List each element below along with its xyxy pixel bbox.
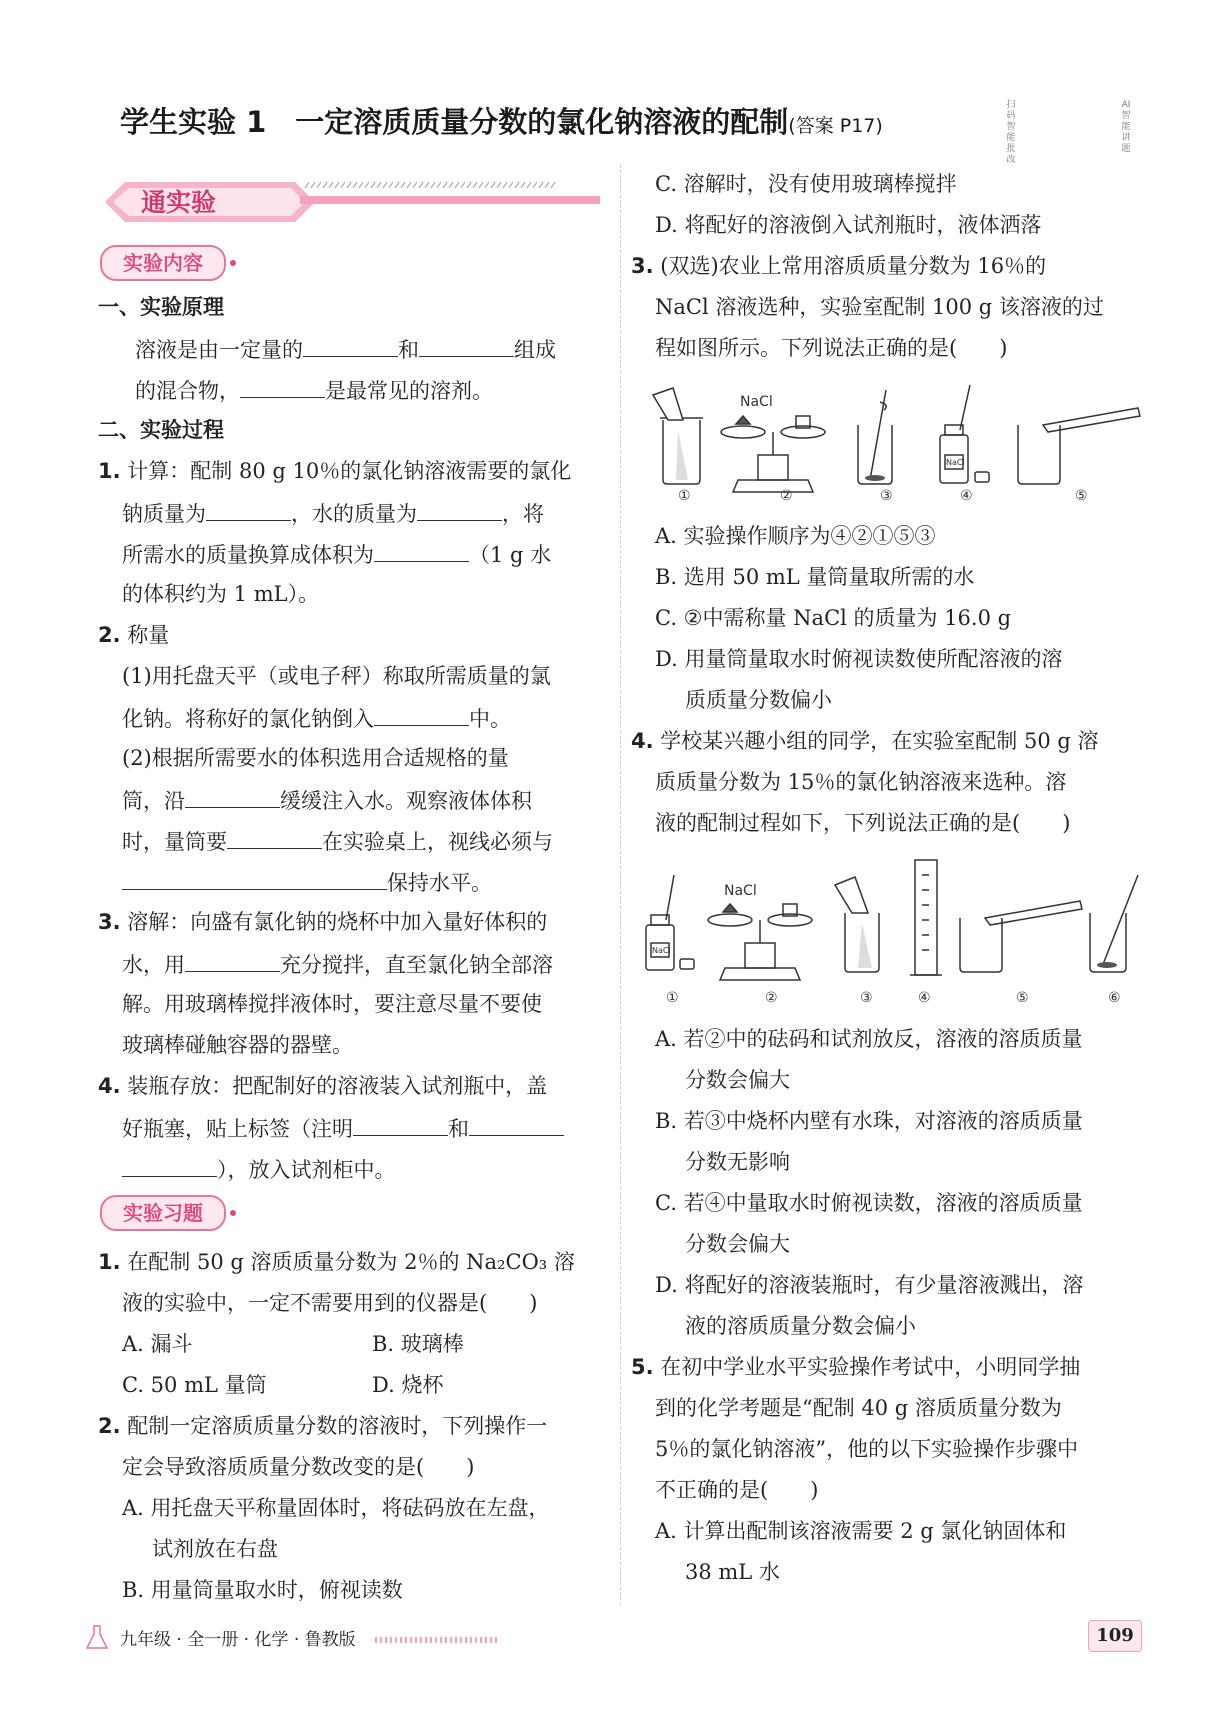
blank[interactable]	[303, 334, 398, 357]
q4-line-2: 质质量分数为 15％的氯化钠溶液来选种。溶	[655, 770, 1067, 794]
q5-option-a[interactable]: A. 计算出配制该溶液需要 2 g 氯化钠固体和	[655, 1519, 1067, 1543]
pouring-cylinder-icon	[1018, 408, 1140, 484]
fig1-label-1: ①	[678, 488, 691, 504]
step-2-line-1: (1)用托盘天平（或电子秤）称取所需质量的氯	[122, 664, 551, 688]
q3-option-a[interactable]: A. 实验操作顺序为④②①⑤③	[655, 524, 936, 548]
blank[interactable]	[185, 949, 280, 972]
principle-line-2: 的混合物， 是最常见的溶剂。	[135, 375, 493, 405]
step-4-line-1: 4. 装瓶存放：把配制好的溶液装入试剂瓶中，盖	[98, 1074, 548, 1098]
q3-option-d-cont: 质质量分数偏小	[685, 688, 832, 712]
blank[interactable]	[185, 785, 280, 808]
ai-side-label: AI智能讲题	[1121, 100, 1131, 154]
q2-option-b[interactable]: B. 用量筒量取水时，俯视读数	[122, 1578, 403, 1602]
q1-option-d[interactable]: D. 烧杯	[372, 1373, 444, 1397]
step-2-line-2: 化钠。将称好的氯化钠倒入 中。	[122, 703, 511, 733]
q4-line-1: 4. 学校某兴趣小组的同学，在实验室配制 50 g 溶	[631, 729, 1099, 753]
q2-line-1: 2. 配制一定溶质质量分数的溶液时，下列操作一	[98, 1414, 548, 1438]
fig1-label-5: ⑤	[1075, 488, 1088, 504]
q3-option-d[interactable]: D. 用量筒量取水时俯视读数使所配溶液的溶	[655, 647, 1063, 671]
q4-option-a[interactable]: A. 若②中的砝码和试剂放反，溶液的溶质质量	[655, 1027, 1083, 1051]
tag-dot	[230, 260, 236, 266]
experiment-figure-2	[640, 855, 1150, 1005]
q4-option-c-cont: 分数会偏大	[685, 1232, 790, 1256]
figure-2-jar-label: NaCl	[652, 946, 671, 955]
heading-principle: 一、实验原理	[98, 295, 224, 319]
blank[interactable]	[227, 826, 322, 849]
section-banner	[105, 180, 605, 224]
blank[interactable]	[374, 703, 469, 726]
q4-option-d[interactable]: D. 将配好的溶液装瓶时，有少量溶液溅出，溶	[655, 1273, 1084, 1297]
q3-line-3: 程如图所示。下列说法正确的是( )	[655, 336, 1008, 360]
step-4-line-2: 好瓶塞，贴上标签（注明 和	[122, 1113, 564, 1143]
page-number: 109	[1088, 1620, 1142, 1652]
blank[interactable]	[122, 867, 387, 890]
beaker-icon	[653, 388, 703, 484]
q3-line-2: NaCl 溶液选种，实验室配制 100 g 该溶液的过	[655, 295, 1104, 319]
q1-line-2: 液的实验中，一定不需要用到的仪器是( )	[122, 1291, 538, 1315]
stirring-beaker-icon	[1090, 875, 1138, 972]
reagent-jar-icon	[646, 875, 694, 970]
step-3-line-3: 解。用玻璃棒搅拌液体时，要注意尽量不要使	[122, 992, 542, 1016]
q4-option-c[interactable]: C. 若④中量取水时俯视读数，溶液的溶质质量	[655, 1191, 1083, 1215]
blank[interactable]	[122, 1154, 217, 1177]
step-3-line-4: 玻璃棒碰触容器的器壁。	[122, 1033, 353, 1057]
fig2-label-6: ⑥	[1108, 990, 1121, 1006]
stirring-beaker-icon	[858, 390, 892, 484]
q2-option-d[interactable]: D. 将配好的溶液倒入试剂瓶时，液体洒落	[655, 213, 1042, 237]
q5-line-3: 5％的氯化钠溶液”，他的以下实验操作步骤中	[655, 1437, 1079, 1461]
step-2-line-3: (2)根据所需要水的体积选用合适规格的量	[122, 746, 509, 770]
q1-option-a[interactable]: A. 漏斗	[122, 1332, 193, 1356]
graduated-cylinder-icon	[910, 860, 942, 975]
fig1-label-2: ②	[780, 488, 793, 504]
column-divider	[620, 165, 621, 1605]
tag-dot	[230, 1210, 236, 1216]
q4-option-d-cont: 液的溶质质量分数会偏小	[685, 1314, 916, 1338]
step-3-line-1: 3. 溶解：向盛有氯化钠的烧杯中加入量好体积的	[98, 910, 548, 934]
q4-option-b[interactable]: B. 若③中烧杯内壁有水珠，对溶液的溶质质量	[655, 1109, 1083, 1133]
page-title	[120, 100, 883, 141]
footer-flask-icon	[84, 1622, 114, 1652]
blank[interactable]	[374, 539, 469, 562]
fig2-label-1: ①	[666, 990, 679, 1006]
footer-book-info: 九年级 · 全一册 · 化学 · 鲁教版	[120, 1630, 356, 1650]
pouring-cylinder-icon	[960, 901, 1082, 972]
experiment-figure-1	[648, 380, 1148, 510]
step-1-line-4: 的体积约为 1 mL）。	[122, 582, 320, 606]
blank[interactable]	[417, 498, 502, 521]
balance-icon	[708, 904, 812, 980]
q3-option-b[interactable]: B. 选用 50 mL 量筒量取所需的水	[655, 565, 975, 589]
step-1-line-1: 1. 计算：配制 80 g 10％的氯化钠溶液需要的氯化	[98, 459, 572, 483]
q2-option-a[interactable]: A. 用托盘天平称量固体时，将砝码放在左盘，	[122, 1496, 550, 1520]
q1-option-b[interactable]: B. 玻璃棒	[372, 1332, 464, 1356]
title-text: 学生实验 1 一定溶质质量分数的氯化钠溶液的配制	[120, 105, 789, 139]
blank[interactable]	[419, 334, 514, 357]
q3-line-1: 3. (双选)农业上常用溶质质量分数为 16％的	[631, 254, 1047, 278]
figure-2-nacl-label: NaCl	[724, 883, 757, 899]
figure-1-nacl-label: NaCl	[740, 394, 773, 410]
beaker-icon	[835, 877, 879, 972]
q5-line-4: 不正确的是( )	[655, 1478, 819, 1502]
heading-process: 二、实验过程	[98, 418, 224, 442]
reagent-jar-icon	[940, 385, 989, 483]
step-4-line-3: ），放入试剂柜中。	[122, 1154, 396, 1184]
tag-experiment-content: 实验内容	[100, 245, 226, 281]
step-1-line-2: 钠质量为 ，水的质量为 ，将	[122, 498, 544, 528]
q5-line-2: 到的化学考题是“配制 40 g 溶质质量分数为	[655, 1396, 1062, 1420]
q2-line-2: 定会导致溶质质量分数改变的是( )	[122, 1455, 475, 1479]
step-2-line-6: 保持水平。	[122, 867, 492, 897]
banner-text: 通实验	[141, 188, 217, 217]
tag-experiment-exercises: 实验习题	[100, 1195, 226, 1231]
blank[interactable]	[240, 375, 325, 398]
fig2-label-2: ②	[765, 990, 778, 1006]
step-1-line-3: 所需水的质量换算成体积为 （1 g 水	[122, 539, 551, 569]
step-2-line-5: 时，量筒要 在实验桌上，视线必须与	[122, 826, 553, 856]
fig2-label-3: ③	[860, 990, 873, 1006]
fig1-label-3: ③	[880, 488, 893, 504]
blank[interactable]	[206, 498, 291, 521]
q1-option-c[interactable]: C. 50 mL 量筒	[122, 1373, 267, 1397]
q4-line-3: 液的配制过程如下，下列说法正确的是( )	[655, 811, 1071, 835]
step-2-line-4: 筒，沿 缓缓注入水。观察液体体积	[122, 785, 532, 815]
step-2-title: 2. 称量	[98, 623, 170, 647]
q5-option-a-cont: 38 mL 水	[685, 1560, 780, 1584]
balance-icon	[721, 416, 825, 492]
q5-line-1: 5. 在初中学业水平实验操作考试中，小明同学抽	[631, 1355, 1081, 1379]
fig2-label-5: ⑤	[1016, 990, 1029, 1006]
q2-option-a-cont: 试剂放在右盘	[152, 1537, 278, 1561]
fig1-label-4: ④	[960, 488, 973, 504]
figure-1-jar-label: NaCl	[946, 458, 965, 467]
blank[interactable]	[353, 1113, 448, 1136]
answer-reference: (答案 P17)	[788, 115, 883, 137]
q4-option-b-cont: 分数无影响	[685, 1150, 790, 1174]
step-3-line-2: 水，用 充分搅拌，直至氯化钠全部溶	[122, 949, 553, 979]
principle-line-1: 溶液是由一定量的 和 组成	[135, 334, 556, 364]
q4-option-a-cont: 分数会偏大	[685, 1068, 790, 1092]
q3-option-c[interactable]: C. ②中需称量 NaCl 的质量为 16.0 g	[655, 606, 1012, 630]
q2-option-c[interactable]: C. 溶解时，没有使用玻璃棒搅拌	[655, 172, 957, 196]
qr-side-label: 扫码智能批改	[1006, 100, 1016, 165]
blank[interactable]	[469, 1113, 564, 1136]
fig2-label-4: ④	[918, 990, 931, 1006]
footer-stripes	[375, 1637, 500, 1643]
q1-line-1: 1. 在配制 50 g 溶质质量分数为 2％的 Na₂CO₃ 溶	[98, 1250, 575, 1274]
